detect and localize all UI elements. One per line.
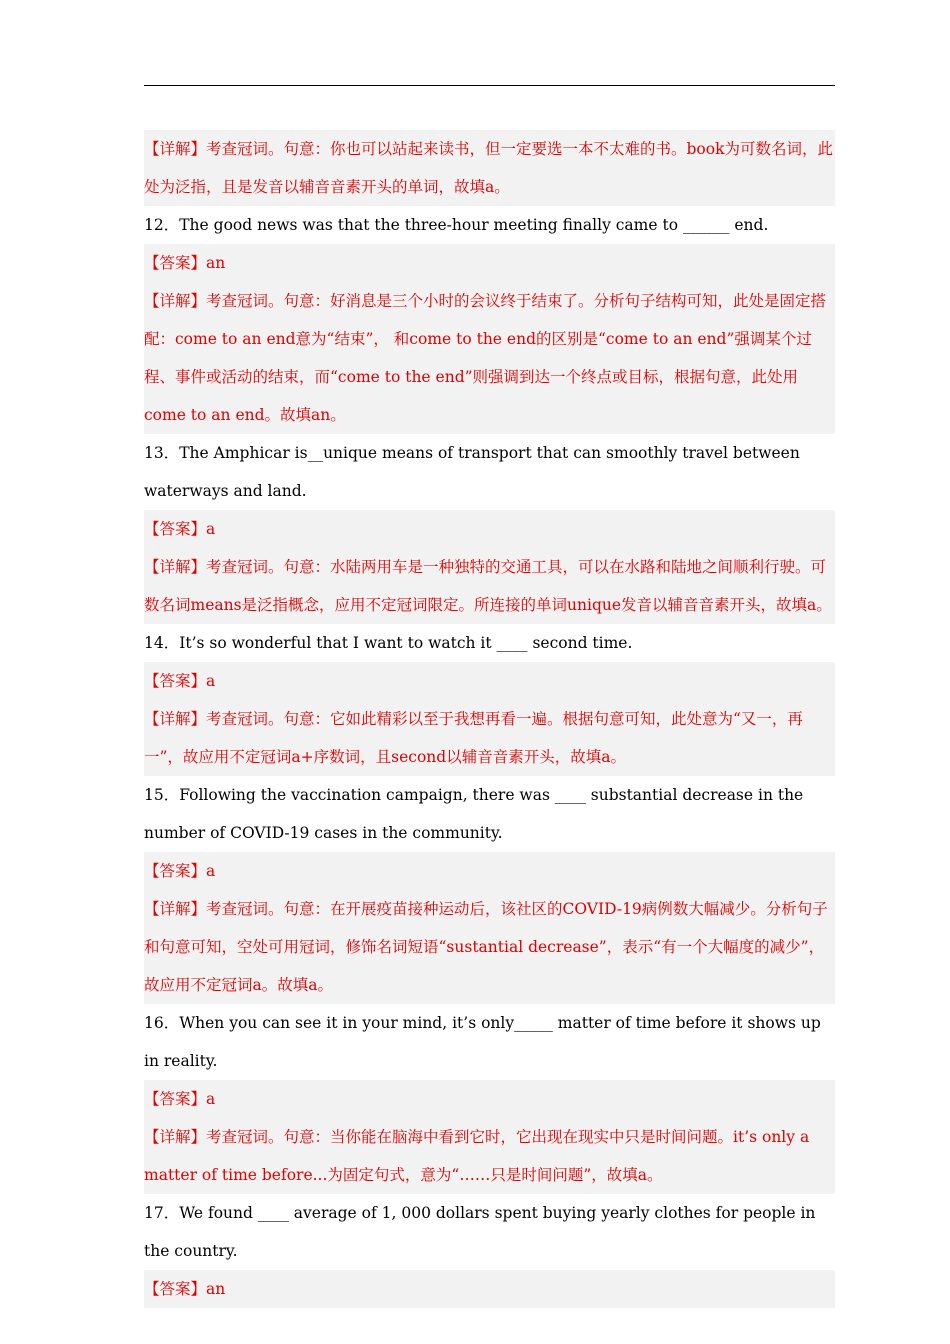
explanation-12: 【详解】考查冠词。句意：好消息是三个小时的会议终于结束了。分析句子结构可知，此处是固定搭配：come to an end意为“结束”， 和come to the end的区别是“come to an end”强调某个过程、事件或活动的结束，而“come to the end”则强调到达一个终点或目标，根据句意，此处用come to an end。故填an。 <box>144 282 835 434</box>
document-body <box>144 130 835 1308</box>
explanation-13: 【详解】考查冠词。句意：水陆两用车是一种独特的交通工具，可以在水路和陆地之间顺利行驶。可数名词means是泛指概念，应用不定冠词限定。所连接的单词unique发音以辅音音素开头，故填a。 <box>144 548 835 624</box>
answer-15: 【答案】a <box>144 852 835 890</box>
explanation-11: 【详解】考查冠词。句意：你也可以站起来读书，但一定要选一本不太难的书。book为可数名词，此处为泛指，且是发音以辅音音素开头的单词，故填a。 <box>144 130 835 206</box>
explanation-16: 【详解】考查冠词。句意：当你能在脑海中看到它时，它出现在现实中只是时间问题。it’s only a matter of time before...为固定句式，意为“……只是时间问题”，故填a。 <box>144 1118 835 1194</box>
answer-17: 【答案】an <box>144 1270 835 1308</box>
explanation-14: 【详解】考查冠词。句意：它如此精彩以至于我想再看一遍。根据句意可知，此处意为“又一，再一”，故应用不定冠词a+序数词，且second以辅音音素开头，故填a。 <box>144 700 835 776</box>
answer-12: 【答案】an <box>144 244 835 282</box>
answer-16: 【答案】a <box>144 1080 835 1118</box>
question-16: 16．When you can see it in your mind, it’s only_____ matter of time before it shows up in reality. <box>144 1014 821 1070</box>
question-15: 15．Following the vaccination campaign, there was ____ substantial decrease in the number of COVID-19 cases in the community. <box>144 786 804 842</box>
question-13: 13．The Amphicar is__unique means of transport that can smoothly travel between waterways and land. <box>144 444 800 500</box>
answer-13: 【答案】a <box>144 510 835 548</box>
header-rule <box>144 85 835 86</box>
question-12: 12．The good news was that the three-hour meeting finally came to ______ end. <box>144 216 769 234</box>
question-17: 17．We found ____ average of 1, 000 dollars spent buying yearly clothes for people in the country. <box>144 1204 816 1260</box>
question-14: 14．It’s so wonderful that I want to watch it ____ second time. <box>144 634 633 652</box>
answer-14: 【答案】a <box>144 662 835 700</box>
explanation-15: 【详解】考查冠词。句意：在开展疫苗接种运动后，该社区的COVID-19病例数大幅减少。分析句子和句意可知，空处可用冠词，修饰名词短语“sustantial decrease”，表示“有一个大幅度的减少”，故应用不定冠词a。故填a。 <box>144 890 835 1004</box>
